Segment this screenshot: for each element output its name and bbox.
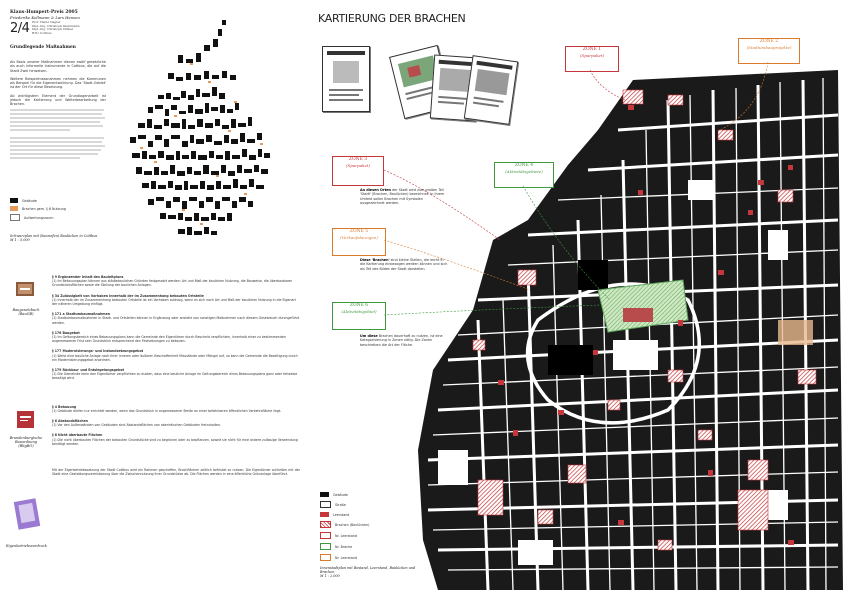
- law-body: (1) Die nicht überbauten Flächen der bebauten Grundstücke sind zu begrünen oder zu bepflanzen, soweit sie nicht für eine andere zulässige Verwendung benötigt werden.: [52, 437, 298, 446]
- zone-sub: (Aktivitätsgebiete): [505, 169, 543, 174]
- map-note: [360, 334, 448, 347]
- supervisor: Dipl.-Ing. Christoph Dinkel: [32, 27, 73, 32]
- poster-title: KARTIERUNG DER BRACHEN: [318, 12, 466, 25]
- law-body: (1) Vor den Außenwänden von Gebäuden sind Abstandsflächen von oberirdischen Gebäuden freizuhalten.: [52, 423, 222, 428]
- law-heading: § 177 Modernisierungs- und Instandsetzungsgebot: [52, 349, 144, 354]
- zone-sub: (Sparpaket): [345, 163, 371, 168]
- legend-label: Gebäude: [333, 492, 348, 497]
- law-heading: § 6 Abstandsflächen: [52, 419, 88, 424]
- caption-text: Innenstadtplan mit Bestand, Leerstand, Baulücken und Brachen: [320, 566, 416, 574]
- card-symbol: [322, 46, 370, 112]
- law-body: (1) Im Bebauungsplan können aus städtebaulichen Gründen festgesetzt werden: Art und Maß der baulichen Nutzung, die Bauweise, die überbaubaren Grundstücksflächen sowie die Stellung der baulichen Anlagen.: [52, 279, 293, 288]
- note-lead: An diesen Orten: [360, 188, 391, 192]
- law-block: [52, 312, 300, 325]
- figure-ground-map: [118, 15, 293, 265]
- prize-title: Klaus-Humpert-Preis 2005: [10, 10, 78, 15]
- header-block: [10, 10, 120, 50]
- authors: Friederike Kollmann & Lars Hansen: [10, 15, 80, 20]
- intro-paragraph: Weitere Beispielmassnahmen nehmen die Kommunen als Beispiel für die Eigenentwicklung. Das 'Stadt-Gebiet' ist der Ort für diese Besetzung.: [10, 76, 106, 90]
- map-note: [360, 188, 448, 205]
- side-label-bbgbo: [6, 436, 46, 448]
- baugb-icon: [14, 278, 38, 306]
- zone-sub: (Sparpaket): [579, 53, 605, 58]
- legend-swatch: [320, 512, 329, 517]
- law-block: [52, 349, 300, 362]
- legend-label: Nr. Leerstand: [335, 555, 358, 560]
- law-heading: § 34 Zulässigkeit von Vorhaben innerhalb der im Zusammenhang bebauten Ortsteile: [52, 293, 204, 298]
- law-heading: § 4 Bebauung: [52, 404, 77, 409]
- note-lead: Um diese: [360, 334, 378, 338]
- law-body: (1) Im Geltungsbereich eines Bebauungsplans kann die Gemeinde den Eigentümer durch Bescheid verpflichten, innerhalb einer zu bestimmenden angemessenen Frist sein Grundstück entsprechend den Festsetzungen zu bebauen.: [52, 335, 286, 344]
- legend-label: Gebäude: [22, 198, 37, 203]
- intro-text: [10, 60, 106, 107]
- note-lead: Diese 'Brachen': [360, 258, 390, 262]
- law-block: [52, 433, 300, 446]
- intro-paragraph: Als Basis unserer Maßnahmen dienen zwölf gesetzliche als auch informelle Instrumente in Cottbus, die auf die Stadt Zwei hinweisen.: [10, 60, 106, 73]
- side-label-title: Baugesetzbuch: [12, 308, 40, 312]
- form-icon: [12, 498, 42, 536]
- legend-label: Nr. Brache: [335, 544, 353, 549]
- zone-label: [565, 46, 619, 72]
- side-label-eigen: Eigenbetriebsvordruck: [6, 544, 47, 548]
- legend-swatch: [320, 501, 331, 508]
- note-text: sind kleine Stellen, die leicht in die Kartierung einbezogen werden können und sich als Teil des Bildes der Stadt darstellen.: [360, 258, 448, 271]
- law-heading: § 176 Baugebot: [52, 330, 80, 335]
- legend-label: Nr. Leerstand: [335, 533, 358, 538]
- zone-title: ZONE 2: [759, 39, 779, 44]
- law-block: [52, 294, 300, 307]
- supervisor: Dipl.-Ing. Christoph Kleinmann: [32, 23, 80, 28]
- building-swatch: [10, 198, 18, 203]
- legend-label: Aufwertungsraum: [24, 215, 54, 220]
- legend-label: Straße: [335, 502, 346, 507]
- zone-label: [332, 156, 384, 186]
- law-body: (1) Die Gemeinde kann den Eigentümer verpflichten zu dulden, dass eine bauliche Anlage im Geltungsbereich eines Bebauungsplans ganz oder teilweise beseitigt wird.: [52, 372, 298, 381]
- law-body: (1) Gebäude dürfen nur errichtet werden, wenn das Grundstück in angemessener Breite an einer befahrbaren öffentlichen Verkehrsfläche liegt.: [52, 408, 282, 413]
- left-map-caption: [10, 234, 110, 242]
- law-text-column: [52, 275, 300, 476]
- side-label-title: Brandenburgische Bauordnung: [9, 436, 43, 444]
- bbgbo-icon: [14, 408, 38, 436]
- law-block: [52, 331, 300, 344]
- side-label-sub: (BauGB): [18, 312, 34, 316]
- zone-sub: (Verkaufsbezogen): [340, 235, 378, 240]
- zone-title: ZONE 6: [349, 303, 369, 308]
- intro-paragraph: Ab wichtigstem Element der Grundlagenarbeit ist jedoch die Kartierung und Weiterbearbeitung der Brachen.: [10, 93, 106, 107]
- law-block: [52, 405, 300, 413]
- supervisor: BTU Cottbus: [32, 30, 52, 35]
- zone-title: ZONE 1: [582, 47, 602, 52]
- eigen-text: Mit der Eigenbetriebssatzung der Stadt Cottbus wird ein Rahmen geschaffen, Brachflächen zeitlich befristet zu nutzen. Die Eigentümer schließen mit der Stadt eine Gestattungsvereinbarung über die Zwischennutzung ihrer Grundstücke ab. Die Flächen werden in eine öffentliche Grünanlage überführt.: [52, 468, 300, 477]
- note-text: der Stadt wird zum großen Teil 'Stadt' (Brachen, Baulücken) bezeichnet. In ihrem Umfeld sollen Brachen mit Symbolen ausgezeichnet werden.: [360, 188, 445, 205]
- legend-swatch: [320, 521, 331, 528]
- law-block: [52, 419, 300, 427]
- left-map-legend: [10, 198, 110, 221]
- zone-sub: (Aktivitätsgebiet): [341, 309, 377, 314]
- zone-sub: (Stadtumbauprojekte): [746, 45, 792, 50]
- main-map: [418, 70, 843, 590]
- legend-label: Brachen (Baulücken): [335, 522, 370, 527]
- zone-title: ZONE 5: [349, 229, 369, 234]
- page-number: 2/4: [10, 21, 30, 36]
- side-label-baugb: [6, 308, 46, 316]
- intro-text-lines: [10, 108, 106, 164]
- supervisor: Prof. Heinz Nagler: [32, 20, 61, 24]
- law-heading: § 179 Rückbau- und Entsiegelungsgebot: [52, 368, 125, 373]
- legend-swatch: [320, 543, 331, 550]
- law-heading: § 9 Ergänzender Inhalt des Bauleitplans: [52, 275, 124, 279]
- side-label-sub: (BbgBO): [18, 444, 34, 448]
- zone-title: ZONE 3: [348, 157, 368, 162]
- legend-label: Leerstand: [333, 512, 350, 517]
- law-block: [52, 368, 300, 381]
- scale-text: M 1 : 5.000: [10, 238, 30, 242]
- legend-swatch: [320, 492, 329, 497]
- law-body: (1) Weist eine bauliche Anlage nach ihrer inneren oder äußeren Beschaffenheit Missstände oder Mängel auf, so kann die Gemeinde die Beseitigung durch ein Modernisierungsgebot anordnen.: [52, 353, 298, 362]
- law-heading: § 171 a Stadtumbaumaßnahmen: [52, 312, 111, 317]
- legend-label: Brachen gem. § 6 Nutzung: [22, 206, 66, 211]
- area-swatch: [10, 214, 20, 221]
- law-body: (1) Innerhalb der im Zusammenhang bebauten Ortsteile ist ein Vorhaben zulässig, wenn es sich nach Art und Maß der baulichen Nutzung in die Eigenart der näheren Umgebung einfügt.: [52, 297, 296, 307]
- zone-title: ZONE 4: [514, 163, 534, 168]
- map-legend: [320, 492, 410, 561]
- law-block: [52, 275, 300, 288]
- law-heading: § 8 Nicht überbaute Flächen: [52, 433, 103, 438]
- vacant-swatch: [10, 206, 18, 211]
- legend-swatch: [320, 532, 331, 539]
- legend-swatch: [320, 554, 331, 561]
- zone-label: [332, 302, 386, 330]
- map-caption: [320, 566, 430, 578]
- map-note: [360, 258, 448, 271]
- section-title: Grundlegende Maßnahmen: [10, 45, 76, 50]
- zone-label: [738, 38, 800, 64]
- law-body: (1) Stadtumbaumaßnahmen in Stadt- und Ortsteilen können in Ergänzung oder anstelle von sonstigen Maßnahmen nach diesem Gesetzbuch durchgeführt werden.: [52, 316, 300, 325]
- note-text: Brachen dauerhaft zu nutzen, ist eine Kategorisierung in Zonen nötig. Die Zonen beschreiben die Art der Fläche.: [360, 334, 443, 347]
- caption-text: Schwarzplan mit (baureifen) Baulücken in Cottbus: [10, 234, 98, 238]
- zone-label: [332, 228, 386, 256]
- zone-label: [494, 162, 554, 188]
- scale-text: M 1 : 2.000: [320, 574, 340, 578]
